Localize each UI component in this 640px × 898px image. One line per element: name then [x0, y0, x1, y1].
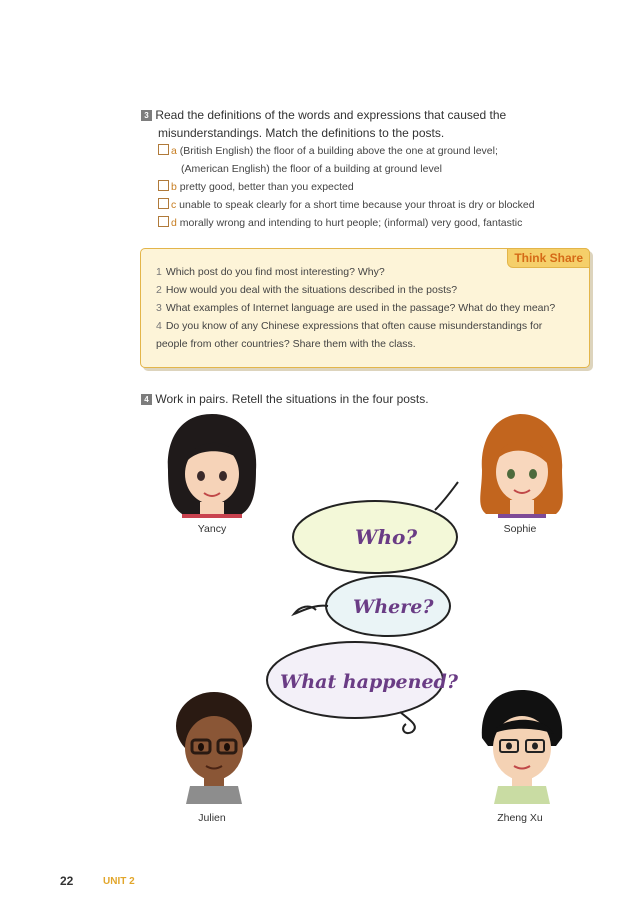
question-number: 4	[156, 320, 162, 332]
sophie-avatar	[470, 410, 574, 518]
definition-b	[158, 178, 535, 196]
speech-bubbles	[260, 480, 480, 740]
sophie-name: Sophie	[503, 523, 537, 535]
what-text: What happened?	[280, 671, 458, 693]
unit-label: UNIT 2	[103, 876, 135, 887]
question-text: What examples of Internet language are used in the passage? What do they mean?	[165, 302, 556, 314]
definition-text: pretty good, better than you expected	[179, 181, 354, 193]
question-4-line2: people from other countries? Share them with the class.	[156, 338, 416, 350]
definition-a	[158, 142, 535, 160]
yancy-name: Yancy	[197, 523, 227, 535]
section-3-number: 3	[141, 110, 152, 121]
definition-letter: c	[171, 199, 177, 211]
question-1	[156, 265, 385, 280]
checkbox-b[interactable]	[158, 180, 169, 191]
question-4	[156, 319, 542, 334]
section-4-title	[141, 390, 429, 408]
definition-letter: d	[171, 217, 177, 229]
checkbox-a[interactable]	[158, 144, 169, 155]
question-text: Do you know of any Chinese expressions that often cause misunderstandings for	[165, 320, 543, 332]
section-4-title-text: Work in pairs. Retell the situations in the four posts.	[155, 392, 429, 406]
definition-text: (British English) the floor of a building above the one at ground level;	[179, 145, 498, 157]
question-number: 2	[156, 284, 162, 296]
who-bubble-tail	[435, 482, 458, 510]
think-share-box	[140, 248, 590, 368]
definitions-list	[158, 142, 535, 232]
who-text: Who?	[355, 525, 418, 549]
question-3	[156, 301, 555, 316]
where-bubble-tail	[294, 606, 328, 614]
page-number: 22	[60, 874, 74, 888]
what-bubble-tail	[400, 712, 415, 733]
question-text: Which post do you find most interesting? Why?	[165, 266, 385, 278]
definition-text: unable to speak clearly for a short time because your throat is dry or blocked	[179, 199, 535, 211]
zheng-xu-name: Zheng Xu	[497, 812, 543, 824]
definition-letter: b	[171, 181, 177, 193]
definition-text: morally wrong and intending to hurt people; (informal) very good, fantastic	[179, 217, 523, 229]
question-2	[156, 283, 457, 298]
section-4-number: 4	[141, 394, 152, 405]
think-share-badge: Think Share	[507, 248, 590, 268]
definition-letter: a	[171, 145, 177, 157]
section-3	[141, 106, 506, 142]
yancy-avatar	[160, 410, 264, 518]
definition-d	[158, 214, 535, 232]
checkbox-c[interactable]	[158, 198, 169, 209]
where-text: Where?	[353, 596, 434, 618]
question-number: 3	[156, 302, 162, 314]
definition-a-line2: (American English) the floor of a building at ground level	[181, 163, 442, 175]
question-text: How would you deal with the situations described in the posts?	[165, 284, 458, 296]
julien-avatar	[162, 686, 266, 806]
section-3-title-line1: Read the definitions of the words and expressions that caused the	[155, 108, 507, 122]
zheng-xu-avatar	[470, 686, 574, 806]
question-number: 1	[156, 266, 162, 278]
section-3-title-line2: misunderstandings. Match the definitions to the posts.	[158, 126, 445, 140]
definition-c	[158, 196, 535, 214]
julien-name: Julien	[198, 812, 226, 824]
checkbox-d[interactable]	[158, 216, 169, 227]
section-3-title	[141, 106, 506, 124]
